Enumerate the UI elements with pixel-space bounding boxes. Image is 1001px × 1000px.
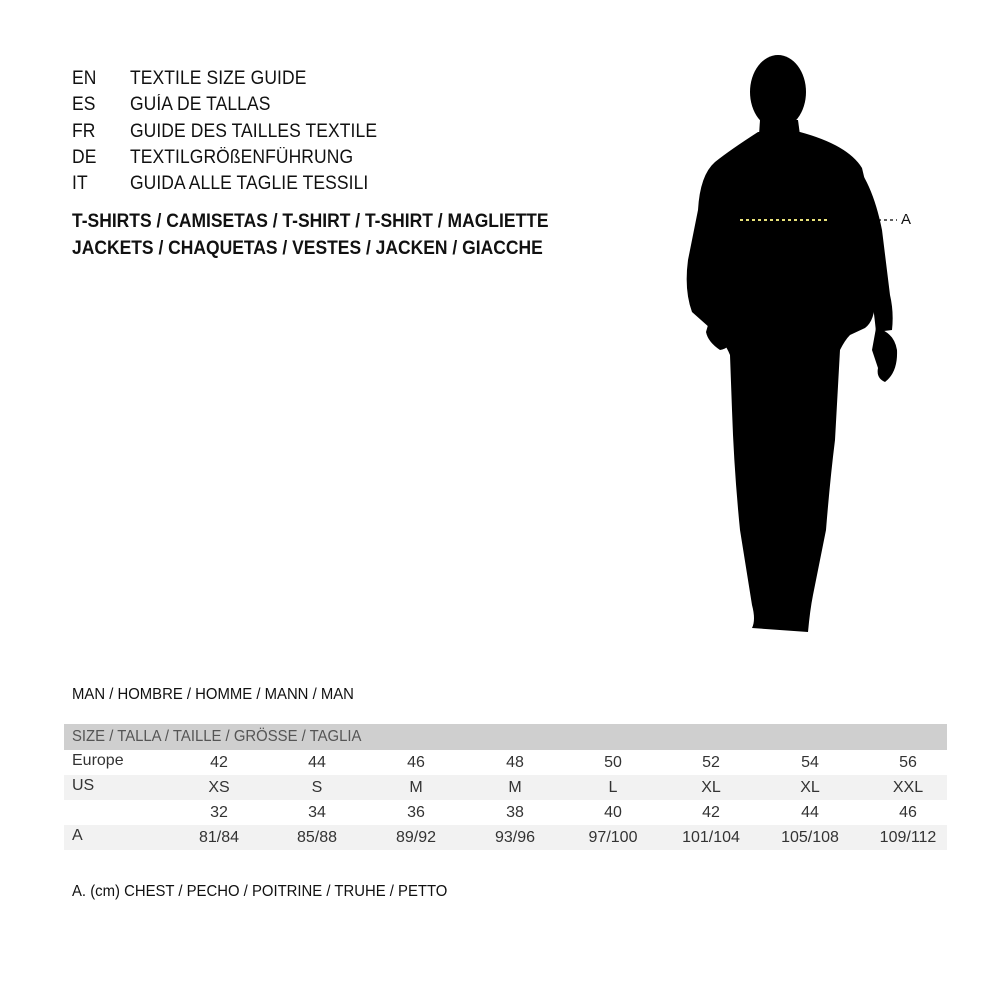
table-cell: 32 [210, 803, 228, 821]
row-label: US [72, 777, 95, 794]
table-cell: 42 [210, 753, 228, 771]
table-cell: XL [701, 778, 721, 796]
silhouette-body [687, 132, 876, 632]
table-cell: 48 [506, 753, 524, 771]
table-row-us [64, 775, 947, 800]
row-label: A [72, 827, 83, 844]
table-row-chest [64, 825, 947, 850]
language-row-de [72, 145, 377, 171]
table-cell: S [311, 778, 323, 796]
table-cell: L [608, 778, 618, 796]
row-label: Europe [72, 752, 124, 769]
table-cell: 40 [604, 803, 622, 821]
table-row-europe [64, 750, 947, 775]
language-row-fr [72, 119, 377, 145]
table-cell: 89/92 [395, 828, 437, 846]
silhouette-right-hand [872, 328, 897, 382]
table-cell: 44 [801, 803, 819, 821]
guide-title: GUÍA DE TALLAS [129, 94, 271, 116]
language-code: ES [72, 94, 96, 116]
table-cell: 50 [604, 753, 622, 771]
chest-footnote: A. (cm) CHEST / PECHO / POITRINE / TRUHE / PETTO [72, 883, 448, 900]
table-cell: XS [208, 778, 230, 796]
guide-title: GUIDE DES TAILLES TEXTILE [129, 120, 378, 142]
table-cell: M [409, 778, 423, 796]
table-cell: 46 [407, 753, 425, 771]
table-cell: 85/88 [296, 828, 338, 846]
garment-categories [72, 208, 590, 262]
table-cell: M [508, 778, 522, 796]
language-title-list [72, 66, 404, 197]
table-cell: 101/104 [682, 828, 740, 846]
man-silhouette-illustration [680, 50, 920, 640]
language-code: EN [72, 68, 97, 90]
table-cell: 97/100 [588, 828, 638, 846]
table-cell: 44 [308, 753, 326, 771]
table-row-us-numeric [64, 800, 947, 825]
table-cell: 36 [407, 803, 425, 821]
language-row-en [72, 66, 377, 92]
size-header-label: SIZE / TALLA / TAILLE / GRÖSSE / TAGLIA [72, 728, 362, 745]
table-cell: XXL [892, 778, 924, 796]
guide-title: TEXTILGRÖßENFÜHRUNG [129, 147, 354, 169]
silhouette-head [750, 55, 806, 129]
table-cell: 105/108 [781, 828, 839, 846]
table-cell: 46 [899, 803, 917, 821]
table-cell: 93/96 [494, 828, 536, 846]
table-cell: 42 [702, 803, 720, 821]
table-cell: 52 [702, 753, 720, 771]
table-cell: 109/112 [879, 828, 937, 846]
table-cell: 38 [506, 803, 524, 821]
table-cell: 56 [899, 753, 917, 771]
language-row-it [72, 171, 377, 197]
guide-title: TEXTILE SIZE GUIDE [129, 68, 307, 90]
size-table [64, 724, 947, 850]
table-cell: XL [800, 778, 820, 796]
guide-title: GUIDA ALLE TAGLIE TESSILI [129, 173, 369, 195]
table-cell: 54 [801, 753, 819, 771]
table-section-title: MAN / HOMBRE / HOMME / MANN / MAN [72, 686, 354, 703]
language-code: IT [72, 173, 88, 195]
category-jackets: JACKETS / CHAQUETAS / VESTES / JACKEN / GIACCHE [72, 238, 543, 259]
language-code: FR [72, 120, 96, 142]
table-cell: 81/84 [198, 828, 240, 846]
category-tshirts: T-SHIRTS / CAMISETAS / T-SHIRT / T-SHIRT / MAGLIETTE [72, 211, 549, 232]
table-cell: 34 [308, 803, 326, 821]
language-code: DE [72, 147, 97, 169]
size-table-header [64, 724, 947, 750]
measure-label-a: A [901, 211, 912, 228]
language-row-es [72, 92, 377, 118]
